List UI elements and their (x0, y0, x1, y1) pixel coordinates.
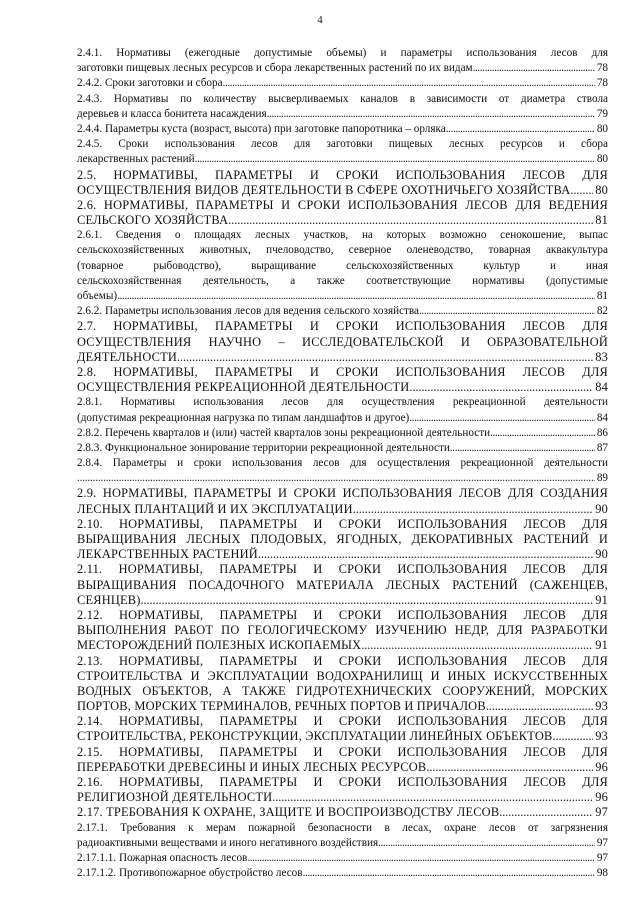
toc-entry-line: 2.8.1. Нормативы использования лесов для осуществления рекреационной деятельности (77, 396, 608, 409)
toc-entry-last-line (77, 547, 608, 562)
page-number: 4 (317, 15, 323, 26)
toc-entry-title: 2.17. ТРЕБОВАНИЯ К ОХРАНЕ, ЗАЩИТЕ И ВОСПРОИЗВОДСТВУ ЛЕСОВ (77, 805, 500, 820)
toc-entry[interactable] (77, 775, 608, 805)
toc-entry-line: 2.16. НОРМАТИВЫ, ПАРАМЕТРЫ И СРОКИ ИСПОЛЬЗОВАНИЯ ЛЕСОВ ДЛЯ (77, 775, 608, 789)
toc-page-number: 93 (595, 729, 608, 744)
toc-leader-dots (195, 152, 595, 167)
toc-page-number: 89 (596, 472, 608, 485)
toc-entry-last-line (77, 183, 608, 198)
toc-entry-title: РЕЛИГИОЗНОЙ ДЕЯТЕЛЬНОСТИ (77, 790, 273, 805)
toc-entry[interactable] (77, 517, 608, 563)
toc-page-number: 79 (596, 107, 608, 120)
toc-entry[interactable] (77, 608, 608, 654)
toc-entry-line: 2.10. НОРМАТИВЫ, ПАРАМЕТРЫ И СРОКИ ИСПОЛЬЗОВАНИЯ ЛЕСОВ ДЛЯ (77, 516, 608, 531)
toc-entry-last-line (77, 411, 608, 426)
toc-entry[interactable] (77, 365, 608, 395)
toc-entry-line: 2.11. НОРМАТИВЫ, ПАРАМЕТРЫ И СРОКИ ИСПОЛЬЗОВАНИЯ ЛЕСОВ ДЛЯ (77, 562, 608, 577)
toc-entry-title: 2.4.2. Сроки заготовки и сбора (77, 77, 223, 90)
toc-page-number: 81 (595, 213, 608, 228)
toc-entry[interactable] (77, 654, 608, 715)
toc-entry-last-line (77, 805, 608, 820)
toc-page-number: 86 (596, 426, 608, 439)
toc-leader-dots (247, 851, 594, 866)
toc-entry[interactable] (77, 92, 608, 122)
toc-leader-dots (353, 502, 593, 517)
toc-entry-line: 2.13. НОРМАТИВЫ, ПАРАМЕТРЫ И СРОКИ ИСПОЛЬЗОВАНИЯ ЛЕСОВ ДЛЯ (77, 653, 608, 668)
toc-entry[interactable] (77, 866, 608, 881)
toc-page-number: 97 (596, 851, 608, 864)
toc-entry[interactable] (77, 198, 608, 228)
toc-entry[interactable] (77, 456, 608, 486)
toc-entry[interactable] (77, 486, 608, 516)
toc-leader-dots (361, 638, 593, 653)
toc-entry-title: ОСУЩЕСТВЛЕНИЯ РЕКРЕАЦИОННОЙ ДЕЯТЕЛЬНОСТИ (77, 380, 410, 395)
toc-entry-line: 2.4.1. Нормативы (ежегодные допустимые объемы) и параметры использования лесов для (77, 47, 608, 59)
toc-leader-dots (409, 380, 593, 395)
toc-leader-dots (228, 213, 593, 228)
toc-entry-title: 2.4.4. Параметры куста (возраст, высота) при заготовке папоротника – орляка (77, 122, 446, 135)
toc-entry-last-line (77, 441, 608, 456)
toc-leader-dots (117, 289, 595, 304)
toc-entry-line: 2.8.4. Параметры и сроки использования лесов для осуществления рекреационной деятельности (77, 457, 608, 470)
toc-entry-last-line (77, 502, 608, 517)
toc-entry[interactable] (77, 395, 608, 425)
toc-entry-title: объемы) (77, 290, 118, 302)
toc-entry-last-line (77, 107, 608, 122)
toc-leader-dots (258, 547, 593, 562)
toc-entry-last-line (77, 122, 608, 137)
toc-entry-last-line (77, 593, 608, 608)
toc-entry-last-line (77, 790, 608, 805)
toc-entry-line: ВЫРАЩИВАНИЯ ЛЕСНЫХ ПЛОДОВЫХ, ЯГОДНЫХ, ДЕКОРАТИВНЫХ РАСТЕНИЙ И (77, 532, 608, 546)
toc-entry-line: СТРОИТЕЛЬСТВА И ЭКСПЛУАТАЦИИ ВОДОХРАНИЛИЩ И ИНЫХ ИСКУССТВЕННЫХ (77, 668, 608, 683)
table-of-contents (77, 46, 608, 881)
toc-entry-line: ВЫПОЛНЕНИЯ РАБОТ ПО ГЕОЛОГИЧЕСКОМУ ИЗУЧЕНИЮ НЕДР, ДЛЯ РАЗРАБОТКИ (77, 623, 608, 638)
toc-entry[interactable] (77, 228, 608, 304)
toc-leader-dots (303, 866, 595, 881)
toc-entry-line: 2.4.3. Нормативы по количеству высверливаемых каналов в зависимости от диаметра ствола (77, 92, 608, 105)
toc-entry-last-line (77, 61, 608, 76)
toc-entry-last-line (77, 304, 608, 319)
toc-entry-title: лекарственных растений (77, 153, 195, 166)
toc-entry-last-line (77, 729, 608, 744)
toc-page-number: 80 (596, 153, 608, 166)
toc-entry-line: 2.12. НОРМАТИВЫ, ПАРАМЕТРЫ И СРОКИ ИСПОЛЬЗОВАНИЯ ЛЕСОВ ДЛЯ (77, 607, 608, 622)
toc-entry[interactable] (77, 426, 608, 441)
toc-leader-dots (426, 760, 593, 775)
toc-entry-line: ОСУЩЕСТВЛЕНИЯ НАУЧНО – ИССЛЕДОВАТЕЛЬСКОЙ И ОБРАЗОВАТЕЛЬНОЙ (77, 334, 608, 349)
toc-entry[interactable] (77, 745, 608, 775)
toc-entry-title: ДЕЯТЕЛЬНОСТИ (77, 349, 178, 364)
toc-entry-title: СТРОИТЕЛЬСТВА, РЕКОНСТРУКЦИИ, ЭКСПЛУАТАЦИИ ЛИНЕЙНЫХ ОБЪЕКТОВ (77, 729, 553, 744)
toc-leader-dots (141, 593, 594, 608)
toc-entry[interactable] (77, 46, 608, 76)
toc-entry-last-line (77, 760, 608, 775)
toc-entry-line: 2.6.1. Сведения о площадях лесных участков, на которых возможно сенокошение, выпас (77, 229, 608, 242)
toc-entry-title: деревьев и класса бонитета насаждения (77, 107, 267, 120)
toc-entry-line: 2.7. НОРМАТИВЫ, ПАРАМЕТРЫ И СРОКИ ИСПОЛЬЗОВАНИЯ ЛЕСОВ ДЛЯ (77, 319, 608, 334)
toc-entry-line: 2.4.5. Сроки использования лесов для заготовки пищевых лесных ресурсов и сбора (77, 138, 608, 151)
toc-page-number: 91 (595, 638, 608, 653)
toc-entry-line: ВОДНЫХ ОБЪЕКТОВ, А ТАКЖЕ ГИДРОТЕХНИЧЕСКИХ СООРУЖЕНИЙ, МОРСКИХ (77, 683, 608, 698)
toc-leader-dots (473, 61, 595, 76)
toc-entry-last-line (77, 426, 608, 441)
toc-entry-line: 2.5. НОРМАТИВЫ, ПАРАМЕТРЫ И СРОКИ ИСПОЛЬЗОВАНИЯ ЛЕСОВ ДЛЯ (77, 167, 608, 182)
toc-leader-dots (419, 304, 595, 319)
toc-page-number: 87 (596, 441, 608, 454)
toc-page-number: 80 (595, 182, 608, 197)
toc-entry-line: 2.14. НОРМАТИВЫ, ПАРАМЕТРЫ И СРОКИ ИСПОЛЬЗОВАНИЯ ЛЕСОВ ДЛЯ (77, 714, 608, 729)
toc-page-number: 90 (595, 547, 608, 562)
toc-entry-line: 2.8. НОРМАТИВЫ, ПАРАМЕТРЫ И СРОКИ ИСПОЛЬЗОВАНИЯ ЛЕСОВ ДЛЯ (77, 364, 608, 379)
toc-leader-dots (552, 729, 593, 744)
toc-page-number: 82 (596, 305, 608, 318)
toc-page-number: 78 (596, 77, 608, 90)
toc-page-number: 78 (596, 62, 608, 75)
toc-leader-dots (499, 805, 593, 820)
toc-leader-dots (267, 107, 595, 122)
toc-entry[interactable] (77, 821, 608, 851)
toc-entry-line: сельскохозяйственных животных, пчеловодство, северное оленеводство, товарная аквакультура (77, 244, 608, 257)
toc-entry-last-line (77, 152, 608, 167)
toc-entry-title: 2.17.1.2. Противопожарное обустройство лесов (77, 867, 303, 880)
toc-entry[interactable] (77, 122, 608, 137)
toc-leader-dots (77, 471, 595, 486)
toc-leader-dots (490, 426, 595, 441)
toc-entry-line: (товарное рыбоводство), выращивание сельскохозяйственных культур и иная (77, 259, 608, 272)
toc-entry-last-line (77, 638, 608, 653)
toc-entry-line: 2.15. НОРМАТИВЫ, ПАРАМЕТРЫ И СРОКИ ИСПОЛЬЗОВАНИЯ ЛЕСОВ ДЛЯ (77, 744, 608, 759)
toc-page-number: 80 (596, 122, 608, 135)
toc-entry-title: 2.17.1.1. Пожарная опасность лесов (77, 851, 248, 864)
toc-page-number: 96 (595, 790, 608, 805)
toc-entry[interactable] (77, 168, 608, 198)
toc-entry-line: ВЫРАЩИВАНИЯ ПОСАДОЧНОГО МАТЕРИАЛА ЛЕСНЫХ РАСТЕНИЙ (САЖЕНЦЕВ, (77, 577, 608, 592)
toc-page-number: 97 (595, 805, 608, 820)
toc-page-number: 93 (595, 699, 608, 714)
toc-page-number: 96 (595, 759, 608, 774)
toc-leader-dots (486, 699, 593, 714)
toc-leader-dots (378, 836, 595, 851)
toc-entry[interactable] (77, 714, 608, 744)
toc-entry-last-line (77, 851, 608, 866)
toc-entry-title: 2.6.2. Параметры использования лесов для ведения сельского хозяйства (77, 305, 420, 318)
toc-entry[interactable] (77, 304, 608, 319)
toc-entry-title: 2.8.3. Функциональное зонирование территории рекреационной деятельности (77, 441, 450, 454)
toc-leader-dots (223, 76, 595, 91)
toc-page-number: 98 (596, 867, 608, 880)
toc-page-number: 81 (596, 290, 608, 302)
toc-entry-last-line (77, 289, 608, 304)
toc-entry-line: 2.17.1. Требования к мерам пожарной безопасности в лесах, охране лесов от загрязнения (77, 821, 608, 834)
toc-entry-line: сельскохозяйственная деятельность, а также соответствующие нормативы (допустимые (77, 274, 608, 287)
toc-entry[interactable] (77, 562, 608, 608)
toc-entry-last-line (77, 76, 608, 91)
toc-entry[interactable] (77, 137, 608, 167)
toc-page-number: 91 (595, 592, 608, 607)
toc-entry-last-line (77, 471, 608, 486)
toc-entry-last-line (77, 380, 608, 395)
toc-page-number: 90 (595, 501, 608, 516)
toc-entry[interactable] (77, 76, 608, 91)
toc-entry-title: 2.8.2. Перечень кварталов и (или) частей кварталов зоны рекреационной деятельности (77, 426, 491, 439)
toc-entry-title: СЕЯНЦЕВ) (77, 592, 141, 607)
toc-leader-dots (450, 441, 595, 456)
toc-leader-dots (446, 122, 595, 137)
toc-entry-title: ПЕРЕРАБОТКИ ДРЕВЕСИНЫ И ИНЫХ ЛЕСНЫХ РЕСУРСОВ (77, 759, 427, 774)
toc-entry-title: ЛЕСНЫХ ПЛАНТАЦИЙ И ИХ ЭКСПЛУАТАЦИИ (77, 501, 353, 516)
toc-leader-dots (272, 790, 593, 805)
toc-entry[interactable] (77, 851, 608, 866)
toc-entry-title: СЕЛЬСКОГО ХОЗЯЙСТВА (77, 213, 229, 228)
toc-entry[interactable] (77, 319, 608, 365)
toc-page-number: 83 (595, 349, 608, 364)
toc-entry[interactable] (77, 441, 608, 456)
toc-entry-title: радиоактивными веществами и иного негативного воздействия (77, 836, 379, 849)
toc-leader-dots (409, 411, 595, 426)
toc-entry-title: ОСУЩЕСТВЛЕНИЯ ВИДОВ ДЕЯТЕЛЬНОСТИ В СФЕРЕ ОХОТНИЧЬЕГО ХОЗЯЙСТВА (77, 182, 571, 197)
toc-entry-title: МЕСТОРОЖДЕНИЙ ПОЛЕЗНЫХ ИСКОПАЕМЫХ (77, 638, 362, 653)
toc-page-number: 84 (595, 380, 608, 395)
toc-entry-last-line (77, 699, 608, 714)
toc-entry-last-line (77, 213, 608, 228)
toc-leader-dots (177, 350, 593, 365)
toc-entry-title: (допустимая рекреационная нагрузка по типам ландшафтов и другое) (77, 411, 410, 424)
toc-entry-title: заготовки пищевых лесных ресурсов и сбора лекарственных растений по их видам (77, 62, 473, 75)
toc-entry-title: ЛЕКАРСТВЕННЫХ РАСТЕНИЙ (77, 547, 258, 562)
toc-entry[interactable] (77, 805, 608, 820)
toc-leader-dots (570, 183, 593, 198)
toc-entry-line: 2.6. НОРМАТИВЫ, ПАРАМЕТРЫ И СРОКИ ИСПОЛЬЗОВАНИЯ ЛЕСОВ ДЛЯ ВЕДЕНИЯ (77, 197, 608, 212)
toc-entry-last-line (77, 350, 608, 365)
toc-entry-last-line (77, 866, 608, 881)
toc-entry-line: 2.9. НОРМАТИВЫ, ПАРАМЕТРЫ И СРОКИ ИСПОЛЬЗОВАНИЯ ЛЕСОВ ДЛЯ СОЗДАНИЯ (77, 486, 608, 501)
toc-page-number: 97 (596, 836, 608, 849)
toc-entry-last-line (77, 836, 608, 851)
toc-page-number: 84 (596, 411, 608, 424)
toc-entry-title: ПОРТОВ, МОРСКИХ ТЕРМИНАЛОВ, РЕЧНЫХ ПОРТОВ И ПРИЧАЛОВ (77, 699, 486, 714)
